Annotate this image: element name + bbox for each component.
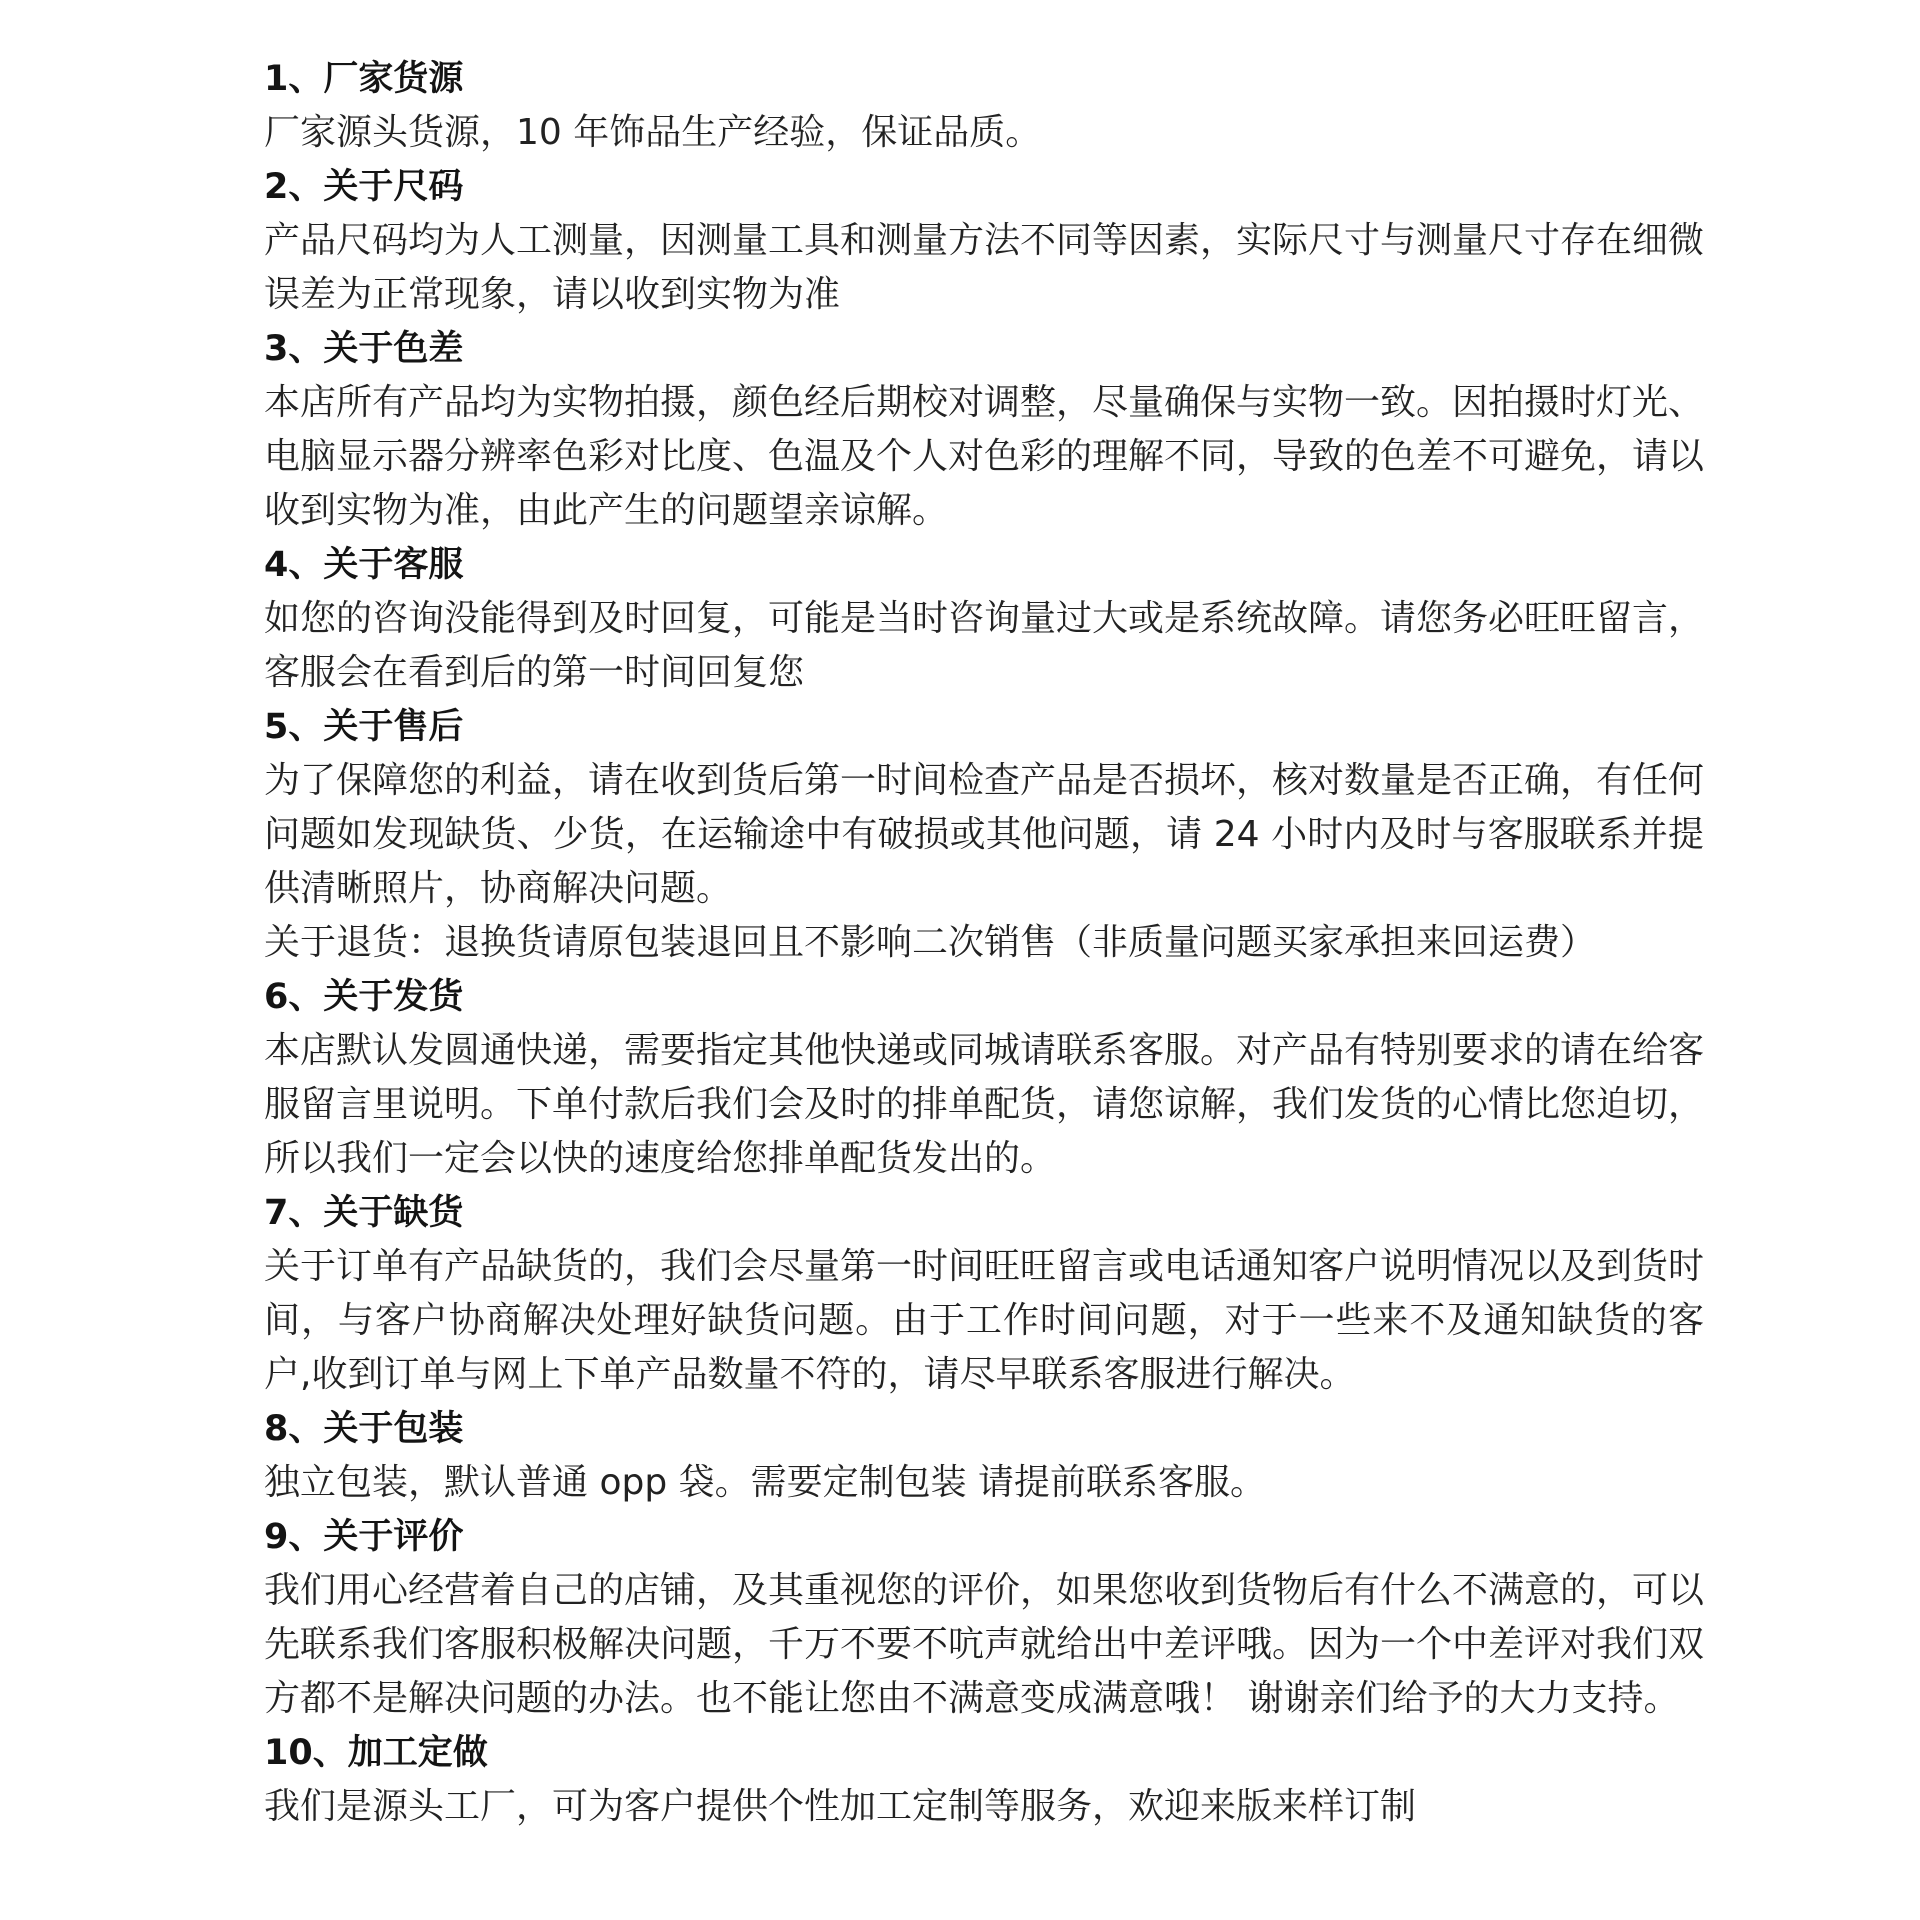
section-out-of-stock xyxy=(264,1186,1704,1402)
returns-paragraph: 关于退货：退换货请原包装退回且不影响二次销售（非质量问题买家承担来回运费） xyxy=(264,922,1597,963)
section-factory-source xyxy=(264,52,1704,160)
section-paragraph: 关于订单有产品缺货的，我们会尽量第一时间旺旺留言或电话通知客户说明情况以及到货时间，与客户协商解决处理好缺货问题。由于工作时间问题，对于一些来不及通知缺货的客户,收到订单与网上下单产品数量不符的，请尽早联系客服进行解决。 xyxy=(264,1246,1705,1395)
section-heading: 7、关于缺货 xyxy=(264,1193,464,1233)
section-paragraph: 我们用心经营着自己的店铺，及其重视您的评价，如果您收到货物后有什么不满意的，可以先联系我们客服积极解决问题，千万不要不吭声就给出中差评哦。因为一个中差评对我们双方都不是解决问题的办法。也不能让您由不满意变成满意哦！ 谢谢亲们给予的大力支持。 xyxy=(264,1570,1705,1719)
section-heading: 4、关于客服 xyxy=(264,545,464,585)
section-after-sales xyxy=(264,700,1704,970)
section-heading: 5、关于售后 xyxy=(264,707,464,747)
section-heading: 8、关于包装 xyxy=(264,1409,464,1449)
section-paragraph: 独立包装，默认普通 opp 袋。需要定制包装 请提前联系客服。 xyxy=(264,1462,1267,1503)
section-heading: 9、关于评价 xyxy=(264,1517,464,1557)
section-paragraph: 厂家源头货源，10 年饰品生产经验，保证品质。 xyxy=(264,112,1042,153)
section-color-difference xyxy=(264,322,1704,538)
section-packaging xyxy=(264,1402,1704,1510)
section-shipping xyxy=(264,970,1704,1186)
policy-document xyxy=(264,52,1704,1834)
section-reviews xyxy=(264,1510,1704,1726)
section-paragraph: 我们是源头工厂，可为客户提供个性加工定制等服务，欢迎来版来样订制 xyxy=(264,1786,1417,1827)
section-heading: 3、关于色差 xyxy=(264,329,464,369)
section-paragraph: 本店默认发圆通快递，需要指定其他快递或同城请联系客服。对产品有特别要求的请在给客服留言里说明。下单付款后我们会及时的排单配货，请您谅解，我们发货的心情比您迫切，所以我们一定会以快的速度给您排单配货发出的。 xyxy=(264,1030,1705,1179)
section-size xyxy=(264,160,1704,322)
section-custom-processing xyxy=(264,1726,1704,1834)
section-paragraph: 本店所有产品均为实物拍摄，颜色经后期校对调整，尽量确保与实物一致。因拍摄时灯光、电脑显示器分辨率色彩对比度、色温及个人对色彩的理解不同，导致的色差不可避免，请以收到实物为准，由此产生的问题望亲谅解。 xyxy=(264,382,1705,531)
section-paragraph: 如您的咨询没能得到及时回复，可能是当时咨询量过大或是系统故障。请您务必旺旺留言，客服会在看到后的第一时间回复您 xyxy=(264,598,1705,693)
section-heading: 10、加工定做 xyxy=(264,1733,488,1773)
section-customer-service xyxy=(264,538,1704,700)
section-heading: 6、关于发货 xyxy=(264,977,464,1017)
section-paragraph: 产品尺码均为人工测量，因测量工具和测量方法不同等因素，实际尺寸与测量尺寸存在细微误差为正常现象，请以收到实物为准 xyxy=(264,220,1705,315)
section-heading: 2、关于尺码 xyxy=(264,167,464,207)
section-heading: 1、厂家货源 xyxy=(264,59,464,99)
section-paragraph: 为了保障您的利益，请在收到货后第一时间检查产品是否损坏，核对数量是否正确，有任何问题如发现缺货、少货，在运输途中有破损或其他问题，请 24 小时内及时与客服联系并提供清晰照片，协商解决问题。 xyxy=(264,760,1705,909)
